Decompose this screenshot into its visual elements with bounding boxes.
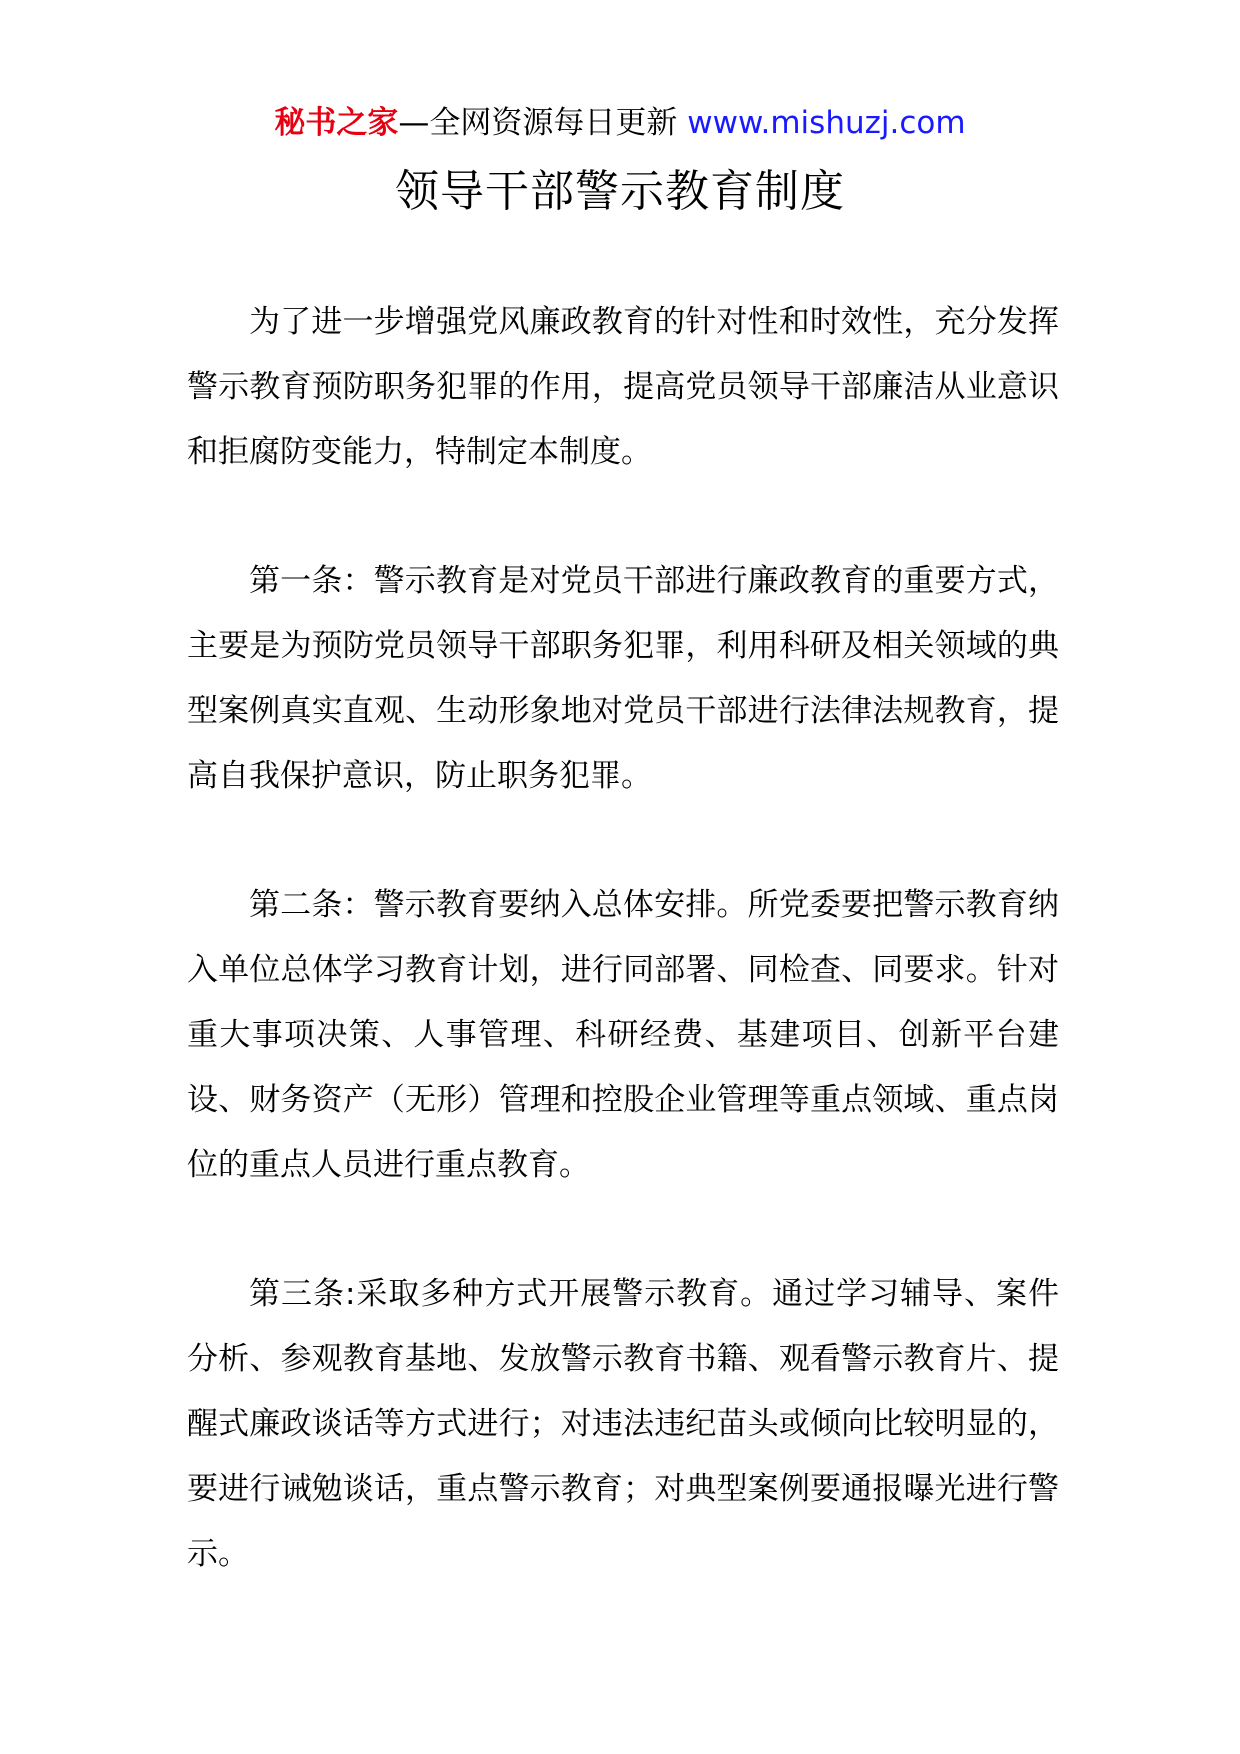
site-url[interactable]: www.mishuzj.com xyxy=(687,105,966,141)
paragraph-article-1: 第一条：警示教育是对党员干部进行廉政教育的重要方式，主要是为预防党员领导干部职务犯罪，利用科研及相关领域的典型案例真实直观、生动形象地对党员干部进行法律法规教育，提高自我保护意识，防止职务犯罪。 xyxy=(187,563,1059,794)
paragraph-article-3: 第三条:采取多种方式开展警示教育。通过学习辅导、案件分析、参观教育基地、发放警示教育书籍、观看警示教育片、提醒式廉政谈话等方式进行；对违法违纪苗头或倾向比较明显的，要进行诫勉谈话，重点警示教育；对典型案例要通报曝光进行警示。 xyxy=(187,1276,1059,1572)
brand-name: 秘书之家 xyxy=(274,105,399,141)
document-body xyxy=(187,290,1059,1651)
site-header xyxy=(0,100,1240,146)
document-title: 领导干部警示教育制度 xyxy=(395,166,845,217)
header-tagline: —全网资源每日更新 xyxy=(398,105,678,141)
paragraph-article-2: 第二条：警示教育要纳入总体安排。所党委要把警示教育纳入单位总体学习教育计划，进行同部署、同检查、同要求。针对重大事项决策、人事管理、科研经费、基建项目、创新平台建设、财务资产（无形）管理和控股企业管理等重点领域、重点岗位的重点人员进行重点教育。 xyxy=(187,887,1059,1183)
paragraph-intro: 为了进一步增强党风廉政教育的针对性和时效性，充分发挥警示教育预防职务犯罪的作用，提高党员领导干部廉洁从业意识和拒腐防变能力，特制定本制度。 xyxy=(187,304,1059,470)
